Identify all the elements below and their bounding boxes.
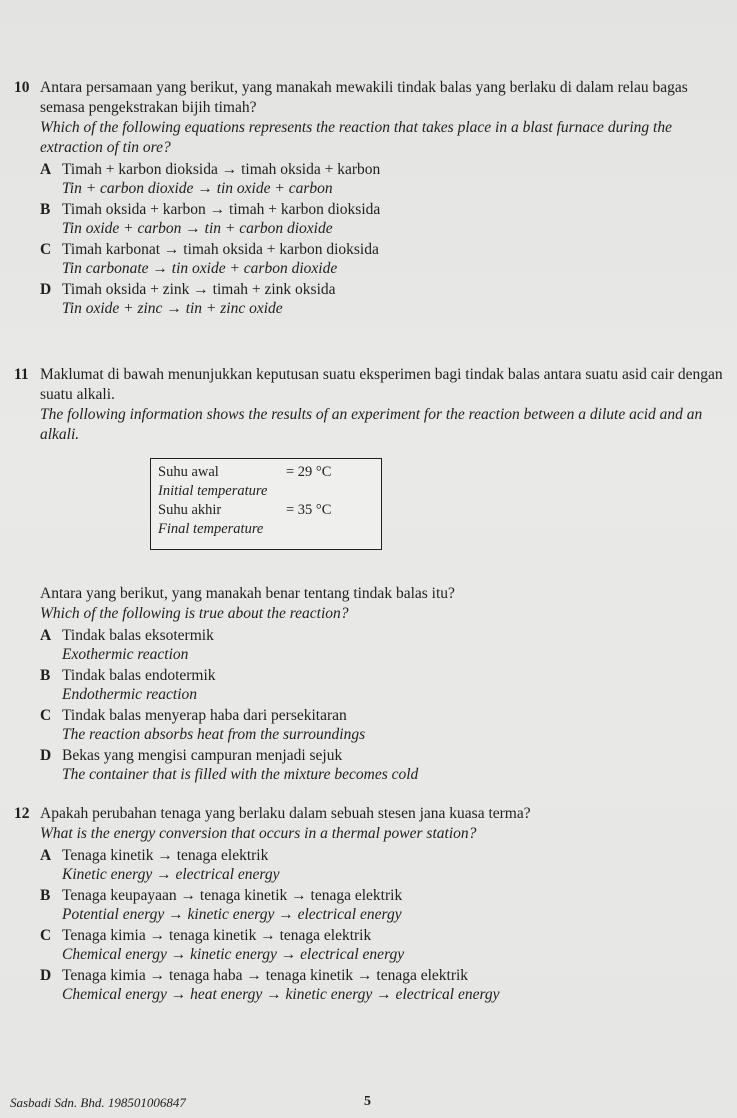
final-temperature-value: = 35 °C <box>286 502 332 518</box>
option-text-en: The container that is filled with the mixture becomes cold <box>62 766 419 783</box>
question-text-en: What is the energy conversion that occurs in a thermal power station? <box>40 825 477 842</box>
option-text-ms: Tindak balas menyerap haba dari persekitaran <box>62 707 347 724</box>
option-text-en: Chemical energy → heat energy → kinetic energy → electrical energy <box>62 986 500 1003</box>
options-list <box>40 626 726 784</box>
question-text-ms: Antara persamaan yang berikut, yang manakah mewakili tindak balas yang berlaku di dalam relau bagas semasa pengekstrakan bijih timah? <box>40 79 688 116</box>
final-temperature-label-ms: Suhu akhir <box>158 502 222 518</box>
option-text-en: Tin oxide + carbon → tin + carbon dioxide <box>62 220 333 237</box>
option-text-en: The reaction absorbs heat from the surroundings <box>62 726 366 743</box>
option-letter: C <box>40 241 52 258</box>
question-11-header <box>14 365 726 405</box>
page-number: 5 <box>364 1094 371 1109</box>
initial-temperature-value: = 29 °C <box>286 464 332 480</box>
option-text-ms: Tindak balas endotermik <box>62 667 216 684</box>
option-text-en: Endothermic reaction <box>62 686 198 703</box>
option-text-en: Tin + carbon dioxide → tin oxide + carbon <box>62 180 333 197</box>
option-c[interactable] <box>40 240 726 278</box>
option-text-en: Kinetic energy → electrical energy <box>62 866 280 883</box>
question-prompt-en: Which of the following is true about the reaction? <box>40 605 349 622</box>
option-d[interactable] <box>40 966 726 1004</box>
option-c[interactable] <box>40 706 726 744</box>
question-text-en: The following information shows the results of an experiment for the reaction between a dilute acid and an alkali. <box>40 406 703 443</box>
option-text-ms: Bekas yang mengisi campuran menjadi sejuk <box>62 747 343 764</box>
option-d[interactable] <box>40 746 726 784</box>
option-d[interactable] <box>40 280 726 318</box>
question-10-header <box>14 78 726 118</box>
publisher-footer: Sasbadi Sdn. Bhd. 198501006847 <box>10 1095 186 1110</box>
option-letter: D <box>40 747 52 764</box>
option-text-en: Tin carbonate → tin oxide + carbon dioxide <box>62 260 338 277</box>
final-temperature-label-en: Final temperature <box>158 521 264 537</box>
option-letter: B <box>40 667 51 684</box>
option-letter: A <box>40 161 52 178</box>
initial-temperature-label-en: Initial temperature <box>158 483 268 499</box>
option-text-ms: Tenaga kimia → tenaga kinetik → tenaga elektrik <box>62 927 372 944</box>
option-text-ms: Tenaga kinetik → tenaga elektrik <box>62 847 269 864</box>
option-letter: C <box>40 927 52 944</box>
temperature-info-box <box>150 458 382 550</box>
question-12 <box>14 804 726 1004</box>
option-text-ms: Timah karbonat → timah oksida + karbon dioksida <box>62 241 379 258</box>
option-a[interactable] <box>40 626 726 664</box>
option-text-ms: Tenaga keupayaan → tenaga kinetik → tenaga elektrik <box>62 887 403 904</box>
question-11-sub <box>14 584 726 604</box>
question-10 <box>14 78 726 318</box>
option-letter: B <box>40 201 51 218</box>
question-text-ms: Apakah perubahan tenaga yang berlaku dalam sebuah stesen jana kuasa terma? <box>40 805 531 822</box>
option-letter: D <box>40 967 52 984</box>
option-c[interactable] <box>40 926 726 964</box>
options-list <box>40 160 726 318</box>
option-text-ms: Tenaga kimia → tenaga haba → tenaga kinetik → tenaga elektrik <box>62 967 469 984</box>
option-text-ms: Tindak balas eksotermik <box>62 627 214 644</box>
question-11 <box>14 365 726 445</box>
question-number: 12 <box>14 805 30 822</box>
question-number: 10 <box>14 79 30 96</box>
option-letter: A <box>40 847 52 864</box>
option-text-ms: Timah + karbon dioksida → timah oksida + karbon <box>62 161 381 178</box>
option-text-ms: Timah oksida + zink → timah + zink oksida <box>62 281 336 298</box>
question-12-header <box>14 804 726 824</box>
option-letter: B <box>40 887 51 904</box>
option-letter: A <box>40 627 52 644</box>
question-prompt-ms: Antara yang berikut, yang manakah benar tentang tindak balas itu? <box>40 585 455 602</box>
options-list <box>40 846 726 1004</box>
option-text-en: Tin oxide + zinc → tin + zinc oxide <box>62 300 283 317</box>
question-11-options <box>14 584 726 784</box>
option-text-en: Exothermic reaction <box>62 646 189 663</box>
option-text-ms: Timah oksida + karbon → timah + karbon dioksida <box>62 201 381 218</box>
option-a[interactable] <box>40 160 726 198</box>
option-letter: C <box>40 707 52 724</box>
question-number: 11 <box>14 366 29 383</box>
option-b[interactable] <box>40 886 726 924</box>
option-b[interactable] <box>40 200 726 238</box>
question-text-ms: Maklumat di bawah menunjukkan keputusan suatu eksperimen bagi tindak balas antara suatu asid cair dengan suatu alkali. <box>40 366 723 403</box>
option-text-en: Chemical energy → kinetic energy → electrical energy <box>62 946 405 963</box>
question-text-en: Which of the following equations represents the reaction that takes place in a blast furnace during the extraction of tin ore? <box>40 119 672 156</box>
option-letter: D <box>40 281 52 298</box>
initial-temperature-label-ms: Suhu awal <box>158 464 219 480</box>
option-text-en: Potential energy → kinetic energy → electrical energy <box>62 906 402 923</box>
option-b[interactable] <box>40 666 726 704</box>
option-a[interactable] <box>40 846 726 884</box>
